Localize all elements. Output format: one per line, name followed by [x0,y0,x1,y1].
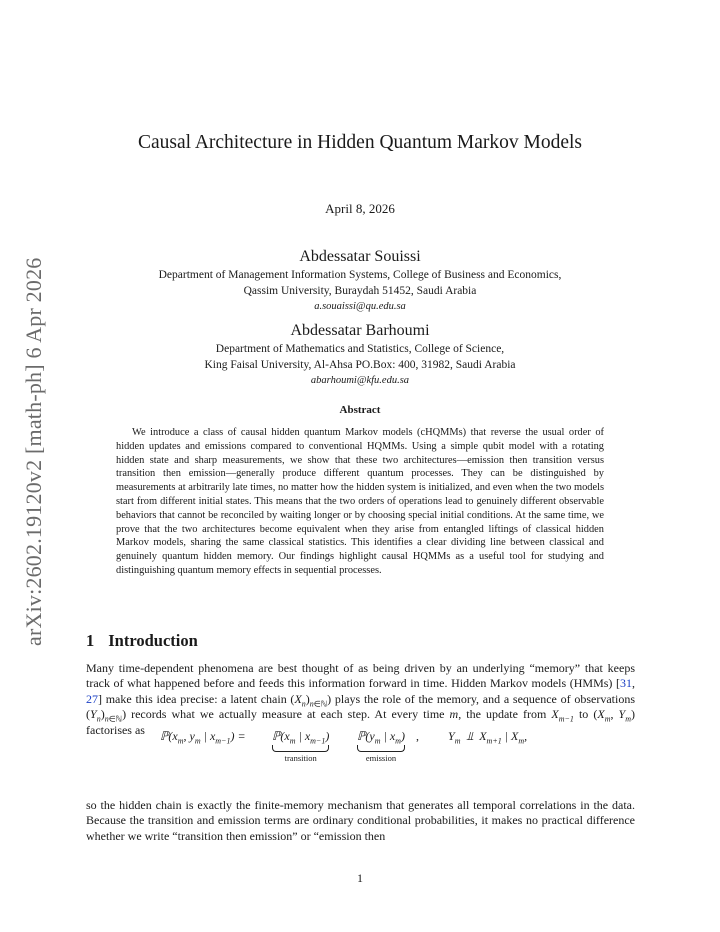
paper-date: April 8, 2026 [325,201,395,216]
section-heading [86,631,198,651]
author-email[interactable]: abarhoumi@kfu.edu.sa [310,375,410,386]
transition-label: transition [284,753,317,763]
author-affiliation: King Faisal University, Al-Ahsa PO.Box: 400, 31982, Saudi Arabia [204,359,516,371]
intro-paragraph: Many time-dependent phenomena are best thought of as being driven by an underlying “memory” that keeps track of what happened before and feeds this information forward in time. Hidden Markov models (HMMs) [31, 27] make this idea precise: a latent chain $(X_n)_{n\in ℕ}$) plays the role of the memory, and a sequence of observations $(Y_n)_{n\in ℕ}$) records what we actually measure at each step. At every time m, the update from $X_{m-1}$ to ($X_m$, $Y_m$) factorises as [86,661,635,737]
arxiv-identifier: arXiv:2602.19120v2 [math-ph] 6 Apr 2026 [21,258,46,646]
citation-link[interactable]: 31 [620,676,632,691]
transition-term: $ℙ(x_m$ | $x_{m-1}$) transition [272,729,330,763]
author-affiliation: Qassim University, Buraydah 51452, Saudi Arabia [243,285,477,297]
author-block [80,321,640,389]
author-name: Abdessatar Barhoumi [290,322,430,339]
author-name: Abdessatar Souissi [299,248,421,265]
author-block [80,247,640,315]
section-number: 1 [86,631,95,650]
citation-link[interactable]: 27 [86,691,98,706]
paper-title: Causal Architecture in Hidden Quantum Markov Models [137,132,583,153]
abstract-heading: Abstract [339,404,381,416]
section-title: Introduction [108,631,198,650]
independence-relation: $Y_m$ ⫫ $X_{m+1}$ | $X_m$, [448,729,528,746]
emission-label: emission [365,753,397,763]
underbrace [357,745,405,752]
author-email[interactable]: a.souaissi@qu.edu.sa [314,301,406,312]
page-number: 1 [357,871,363,885]
equation-lhs: $ℙ(x_m$, $y_m$ | $x_{m-1}$) = [160,729,246,746]
underbrace [272,745,329,752]
intro-paragraph: so the hidden chain is exactly the finite-memory mechanism that generates all temporal correlations in the data. Because the transition and emission terms are ordinary conditional probabilities, it makes no practical difference whether we write “transition then emission” or “emission then [86,798,635,843]
arxiv-identifier-margin [19,258,49,646]
author-affiliation: Department of Management Information Systems, College of Business and Economics, [158,269,562,281]
abstract-text: We introduce a class of causal hidden quantum Markov models (cHQMMs) that reverse the usual order of hidden updates and emissions compared to conventional HQMMs. Using a simple qubit model with a rotating hidden state and sharp measurements, we show that these two architectures—emission then transition versus transition then emission—generally produce different quantum processes. They can be distinguished by measurements at arbitrarily late times, no matter how the hidden system is initialized, and even when the two models start from different initial states. This means that the two orders of operations lead to genuinely different observable behaviors that cannot be reconciled by waiting longer or by choosing special initial conditions. At the same time, we prove that the two architectures become equivalent when they arise from entangled liftings of classical hidden Markov models, sharing the same classical statistics. This identifies a clear dividing line between classical and genuinely quantum hidden memory. Our findings highlight causal HQMMs as a useful tool for studying and distinguishing quantum memory effects in sequential processes. [116,427,604,576]
factorisation-equation: $ℙ(x_m$, $y_m$ | $x_{m-1}$) = $ℙ(x_m$ | $x_{m-1}$) transition $ℙ(y_m$ | $x_m$) emission , $Y_m$ ⫫ $X_{m+1}$ | $X_m$, [160,729,528,763]
emission-term: $ℙ(y_m$ | $x_m$) emission [357,729,405,763]
author-affiliation: Department of Mathematics and Statistics, College of Science, [215,343,505,355]
